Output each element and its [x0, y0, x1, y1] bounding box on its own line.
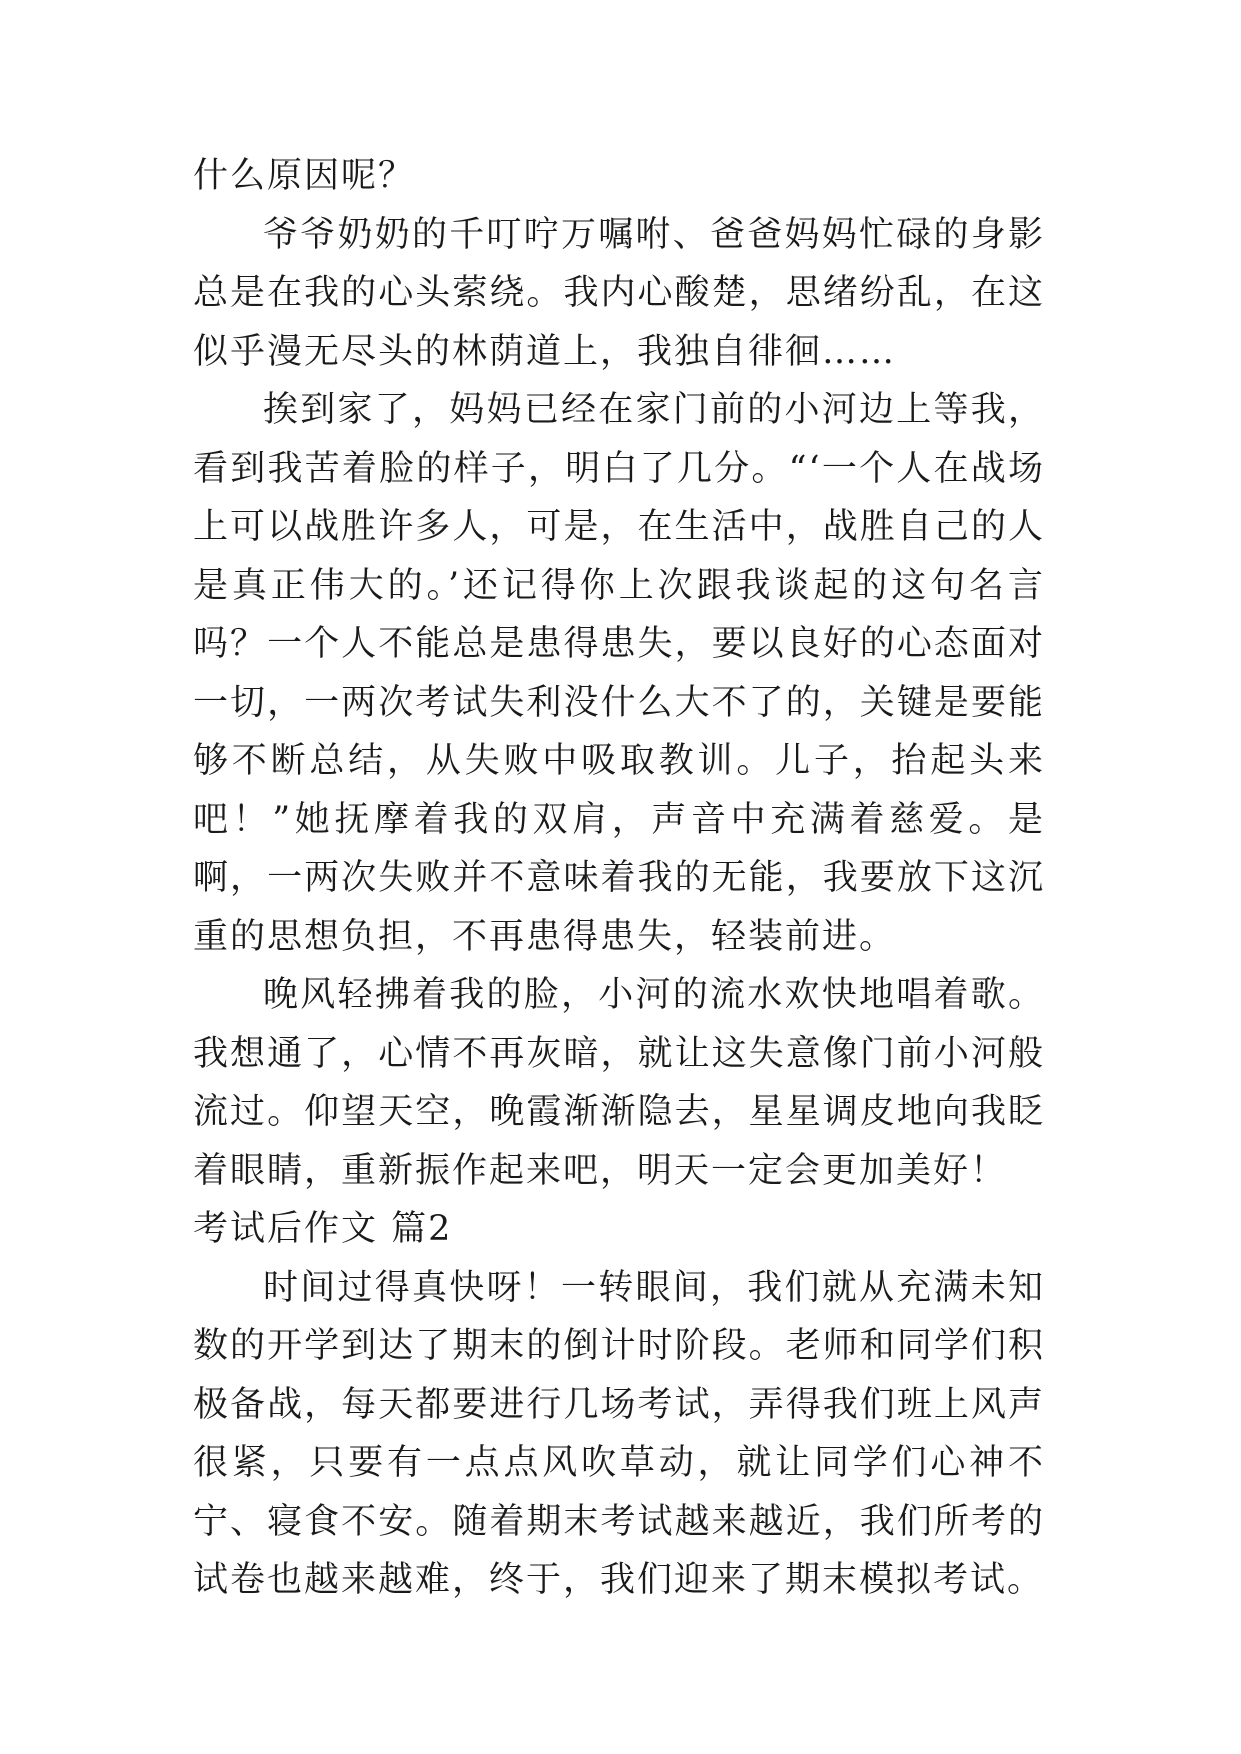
paragraph: 时间过得真快呀！一转眼间，我们就从充满未知数的开学到达了期末的倒计时阶段。老师和同学们积极备战，每天都要进行几场考试，弄得我们班上风声很紧，只要有一点点风吹草动，就让同学们心神不宁、寝食不安。随着期末考试越来越近，我们所考的试卷也越来越难，终于，我们迎来了期末模拟考试。 — [193, 1267, 1045, 1600]
paragraph: 挨到家了，妈妈已经在家门前的小河边上等我，看到我苦着脸的样子，明白了几分。“‘一个人在战场上可以战胜许多人，可是，在生活中，战胜自己的人是真正伟大的。’还记得你上次跟我谈起的这句名言吗？一个人不能总是患得患失，要以良好的心态面对一切，一两次考试失利没什么大不了的，关键是要能够不断总结，从失败中吸取教训。儿子，抬起头来吧！”她抚摩着我的双肩，声音中充满着慈爱。是啊，一两次失败并不意味着我的无能，我要放下这沉重的思想负担，不再患得患失，轻装前进。 — [193, 390, 1045, 957]
document-body — [193, 147, 1045, 1610]
paragraph-continuation: 什么原因呢？ — [193, 156, 416, 196]
paragraph: 晚风轻拂着我的脸，小河的流水欢快地唱着歌。我想通了，心情不再灰暗，就让这失意像门前小河般流过。仰望天空，晚霞渐渐隐去，星星调皮地向我眨着眼睛，重新振作起来吧，明天一定会更加美好！ — [193, 975, 1045, 1191]
section-heading: 考试后作文 篇2 — [193, 1209, 453, 1249]
paragraph: 爷爷奶奶的千叮咛万嘱咐、爸爸妈妈忙碌的身影总是在我的心头萦绕。我内心酸楚，思绪纷乱，在这似乎漫无尽头的林荫道上，我独自徘徊…… — [193, 214, 1045, 372]
